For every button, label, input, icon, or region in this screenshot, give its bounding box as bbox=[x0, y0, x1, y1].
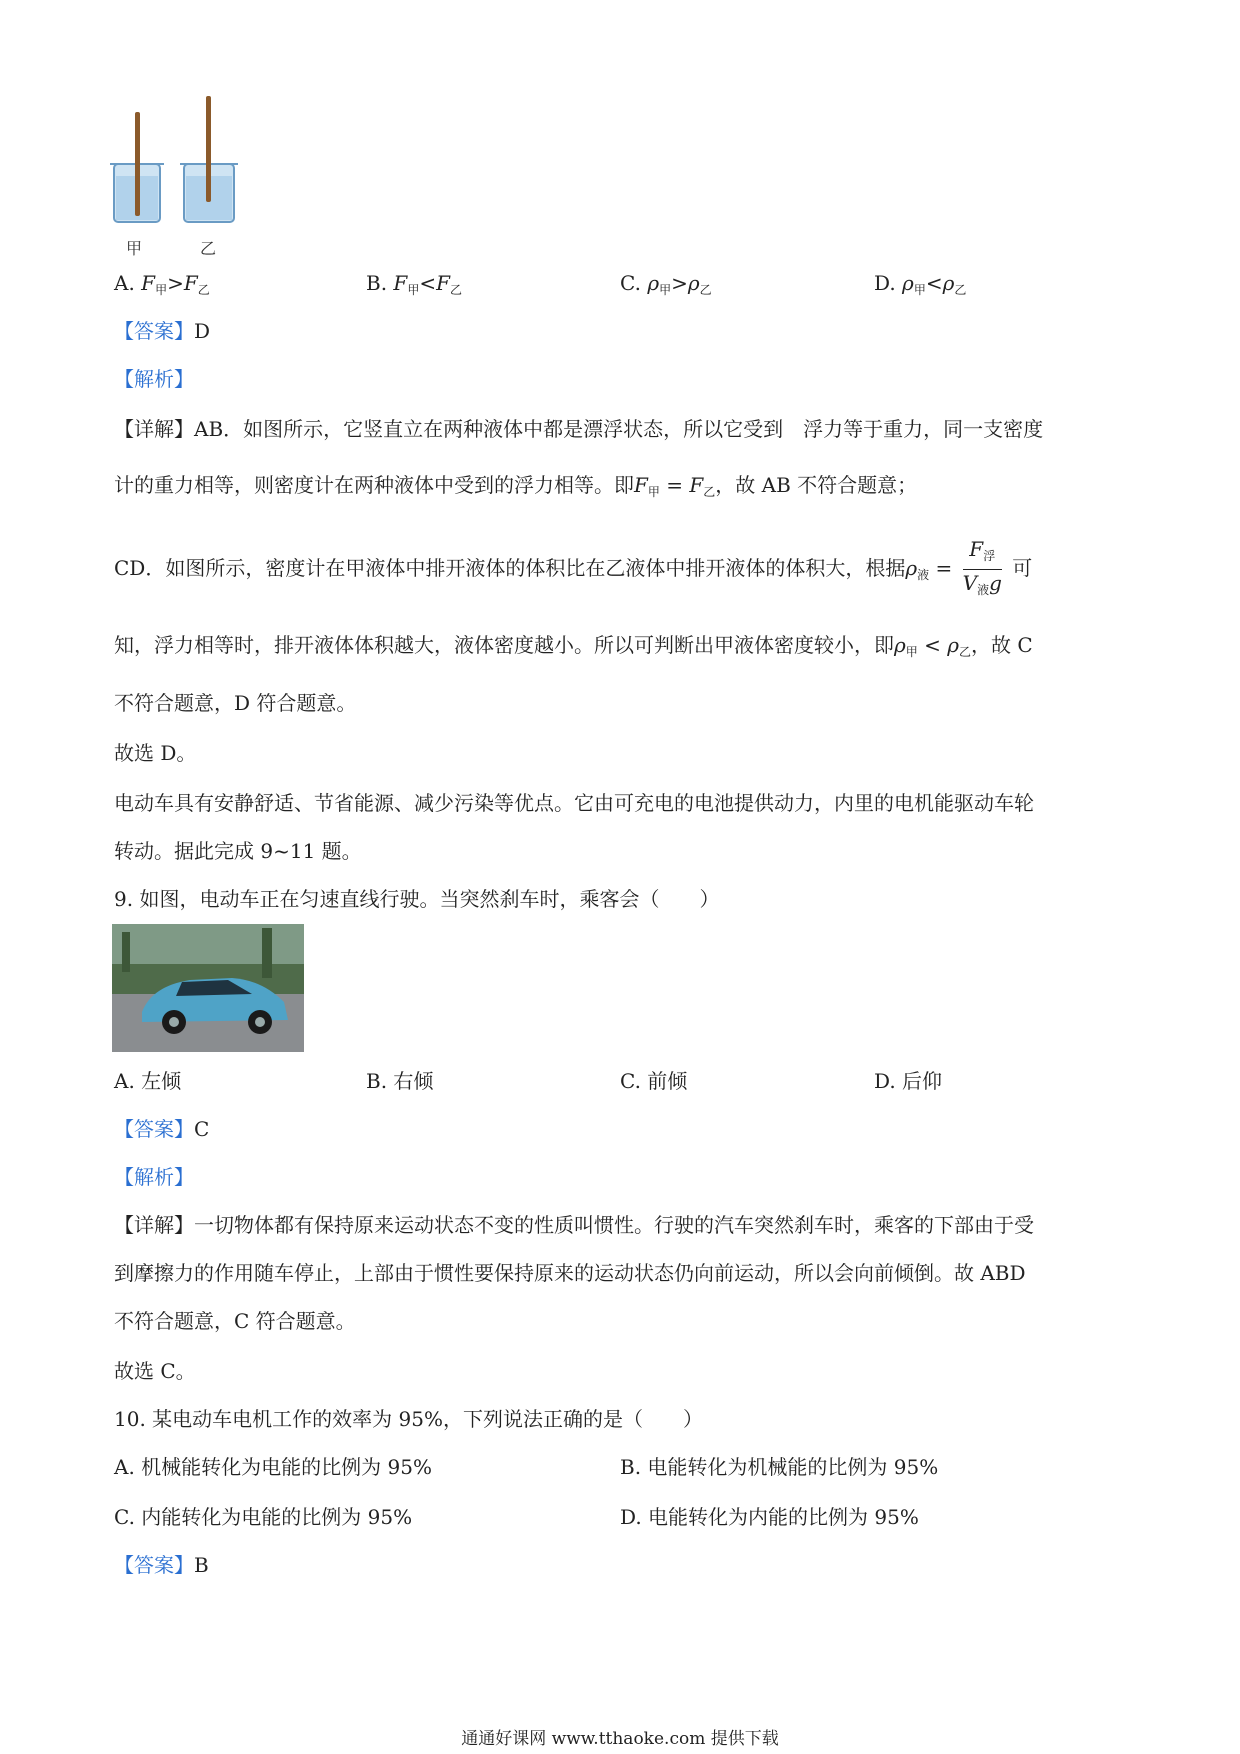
q10-stem: 10. 某电动车电机工作的效率为 95%，下列说法正确的是（ ） bbox=[114, 1407, 703, 1431]
q9-option-c: C. 前倾 bbox=[620, 1069, 688, 1093]
label-jia: 甲 bbox=[126, 239, 143, 258]
q8-detail-line-4: 知，浮力相等时，排开液体体积越大，液体密度越小。所以可判断出甲液体密度较小，即$\rho_甲 < \rho_乙$，故 C bbox=[114, 633, 1033, 659]
q10-option-d: D. 电能转化为内能的比例为 95% bbox=[620, 1505, 919, 1529]
intro-line-2: 转动。据此完成 9~11 题。 bbox=[114, 839, 362, 863]
page-footer: 通通好课网 www.tthaoke.com 提供下载 bbox=[461, 1729, 779, 1749]
q8-conclusion: 故选 D。 bbox=[114, 741, 197, 765]
q9-answer: 【答案】C bbox=[114, 1117, 210, 1141]
q8-option-b: B. $F_甲<F_乙$ bbox=[366, 271, 462, 297]
q9-option-d: D. 后仰 bbox=[874, 1069, 943, 1093]
q8-detail-line-5: 不符合题意，D 符合题意。 bbox=[114, 691, 357, 715]
beaker-yi bbox=[180, 96, 238, 222]
q8-option-d: D. $\rho_甲<\rho_乙$ bbox=[874, 271, 967, 297]
q8-option-a: A. $F_甲>F_乙$ bbox=[114, 271, 210, 297]
q8-option-c: C. $\rho_甲>\rho_乙$ bbox=[620, 271, 712, 297]
q8-detail-line-3: CD．如图所示，密度计在甲液体中排开液体的体积比在乙液体中排开液体的体积大，根据$\rho_液$ = $\frac{F_浮}{V_液g}$ 可 bbox=[114, 536, 1032, 603]
q10-answer: 【答案】B bbox=[114, 1553, 209, 1577]
q9-analysis-label: 【解析】 bbox=[114, 1165, 194, 1189]
q9-detail-line-2: 到摩擦力的作用随车停止，上部由于惯性要保持原来的运动状态仍向前运动，所以会向前倾倒。故 ABD bbox=[114, 1261, 1026, 1285]
q10-option-b: B. 电能转化为机械能的比例为 95% bbox=[620, 1455, 939, 1479]
q9-detail-line-3: 不符合题意，C 符合题意。 bbox=[114, 1309, 356, 1333]
q10-option-a: A. 机械能转化为电能的比例为 95% bbox=[114, 1455, 432, 1479]
intro-line-1: 电动车具有安静舒适、节省能源、减少污染等优点。它由可充电的电池提供动力，内里的电机能驱动车轮 bbox=[114, 791, 1034, 815]
q10-option-c: C. 内能转化为电能的比例为 95% bbox=[114, 1505, 413, 1529]
label-yi: 乙 bbox=[200, 239, 217, 258]
q9-option-a: A. 左倾 bbox=[114, 1069, 182, 1093]
q9-conclusion: 故选 C。 bbox=[114, 1359, 196, 1383]
q8-detail-line-2: 计的重力相等，则密度计在两种液体中受到的浮力相等。即$F_甲 = F_乙$，故 AB 不符合题意； bbox=[114, 473, 918, 499]
q9-option-b: B. 右倾 bbox=[366, 1069, 434, 1093]
beaker-jia bbox=[110, 112, 164, 222]
density-formula: $\frac{F_浮}{V_液g}$ bbox=[962, 537, 1002, 597]
q8-answer: 【答案】D bbox=[114, 319, 211, 343]
electric-car-photo bbox=[112, 924, 304, 1052]
q9-detail-line-1: 【详解】一切物体都有保持原来运动状态不变的性质叫惯性。行驶的汽车突然刹车时，乘客的下部由于受 bbox=[114, 1213, 1034, 1237]
q9-stem: 9. 如图，电动车正在匀速直线行驶。当突然刹车时，乘客会（ ） bbox=[114, 887, 720, 911]
q8-detail-line-1: 【详解】AB．如图所示，它竖直立在两种液体中都是漂浮状态，所以它受到 浮力等于重力，同一支密度 bbox=[114, 417, 1044, 441]
q8-analysis-label: 【解析】 bbox=[114, 367, 194, 391]
beaker-figure bbox=[108, 94, 268, 260]
